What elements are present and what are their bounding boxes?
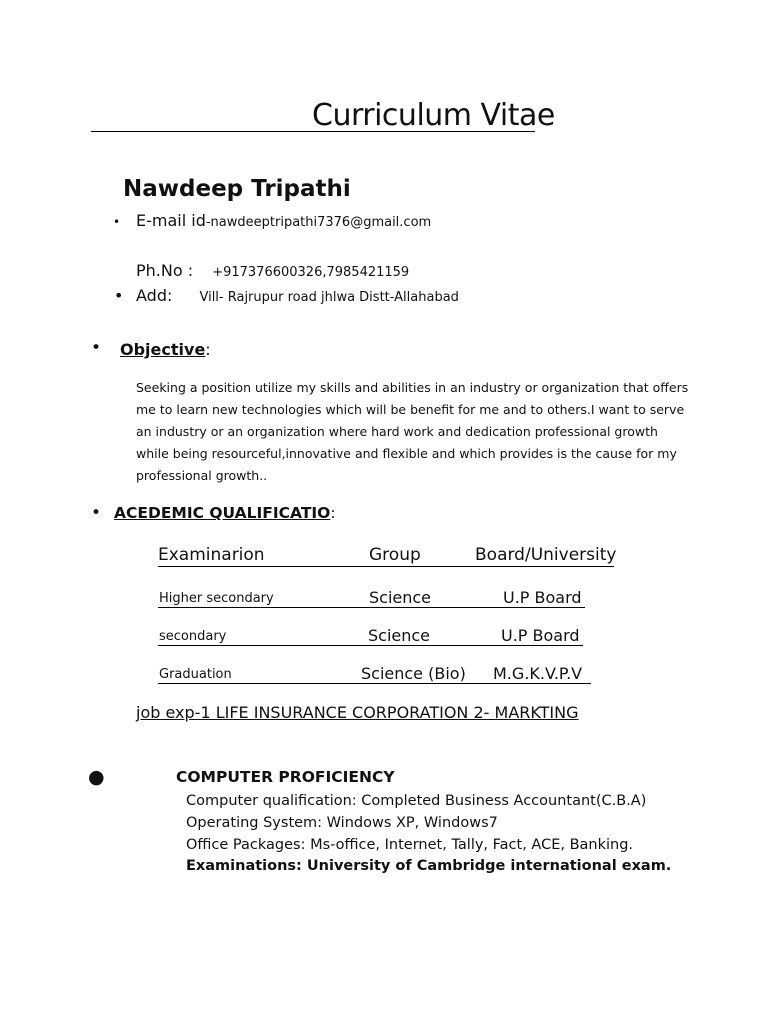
bullet-icon: • [91, 338, 102, 358]
academic-heading [114, 504, 336, 522]
bullet-icon: • [113, 215, 121, 229]
table-cell-group: Science [368, 626, 431, 645]
computer-item: Operating System: Windows XP, Windows7 [186, 815, 498, 831]
objective-heading [120, 340, 211, 359]
email-line [136, 211, 431, 230]
computer-item: Office Packages: Ms-office, Internet, Tally, Fact, ACE, Banking. [186, 837, 634, 853]
address-label: Add: [136, 286, 173, 305]
page-title: Curriculum Vitae [312, 98, 555, 133]
table-cell-board: U.P Board [503, 588, 582, 607]
phone-value: +917376600326,7985421159 [212, 265, 410, 280]
email-value: -nawdeeptripathi7376@gmail.com [205, 215, 432, 230]
phone-line [136, 261, 409, 280]
bullet-icon: • [114, 286, 124, 305]
objective-line: professional growth.. [136, 468, 268, 483]
email-label: E-mail id [136, 211, 206, 230]
objective-colon: : [205, 340, 211, 359]
table-header-exam: Examinarion [158, 545, 265, 565]
table-header-board: Board/University [475, 545, 617, 565]
address-line [136, 286, 459, 305]
table-header-group: Group [369, 545, 421, 565]
address-value: Vill- Rajrupur road jhlwa Distt-Allahabad [199, 290, 459, 305]
computer-item: Computer qualification: Completed Business Accountant(C.B.A) [186, 793, 647, 809]
bullet-icon: • [91, 503, 102, 523]
table-row-underline [158, 607, 585, 608]
computer-exams: Examinations: University of Cambridge international exam. [186, 858, 672, 874]
table-row-underline [158, 683, 591, 684]
candidate-name: Nawdeep Tripathi [123, 176, 351, 202]
table-cell-group: Science [369, 588, 432, 607]
title-underline [91, 131, 535, 132]
table-row-underline [158, 645, 583, 646]
table-cell-group: Science (Bio) [361, 664, 466, 683]
academic-heading-text: ACEDEMIC QUALIFICATIO [114, 504, 331, 522]
phone-label: Ph.No : [136, 261, 194, 280]
objective-line: me to learn new technologies which will be benefit for me and to others.I want to serve [136, 402, 685, 417]
job-experience: job exp-1 LIFE INSURANCE CORPORATION 2- MARKTING [136, 703, 579, 722]
table-header-underline [158, 566, 614, 567]
objective-line: Seeking a position utilize my skills and abilities in an industry or organization that offers [136, 380, 689, 395]
table-cell-exam: secondary [159, 629, 227, 644]
objective-line: an industry or an organization where hard work and dedication professional growth [136, 424, 658, 439]
objective-heading-text: Objective [120, 340, 206, 359]
academic-colon: : [330, 504, 336, 522]
table-cell-board: M.G.K.V.P.V [493, 664, 583, 683]
computer-heading: COMPUTER PROFICIENCY [176, 768, 395, 786]
objective-line: while being resourceful,innovative and flexible and which provides is the cause for my [136, 446, 677, 461]
table-cell-exam: Higher secondary [159, 591, 274, 606]
table-cell-board: U.P Board [501, 626, 580, 645]
bullet-icon: ● [88, 766, 105, 788]
table-cell-exam: Graduation [159, 667, 232, 682]
